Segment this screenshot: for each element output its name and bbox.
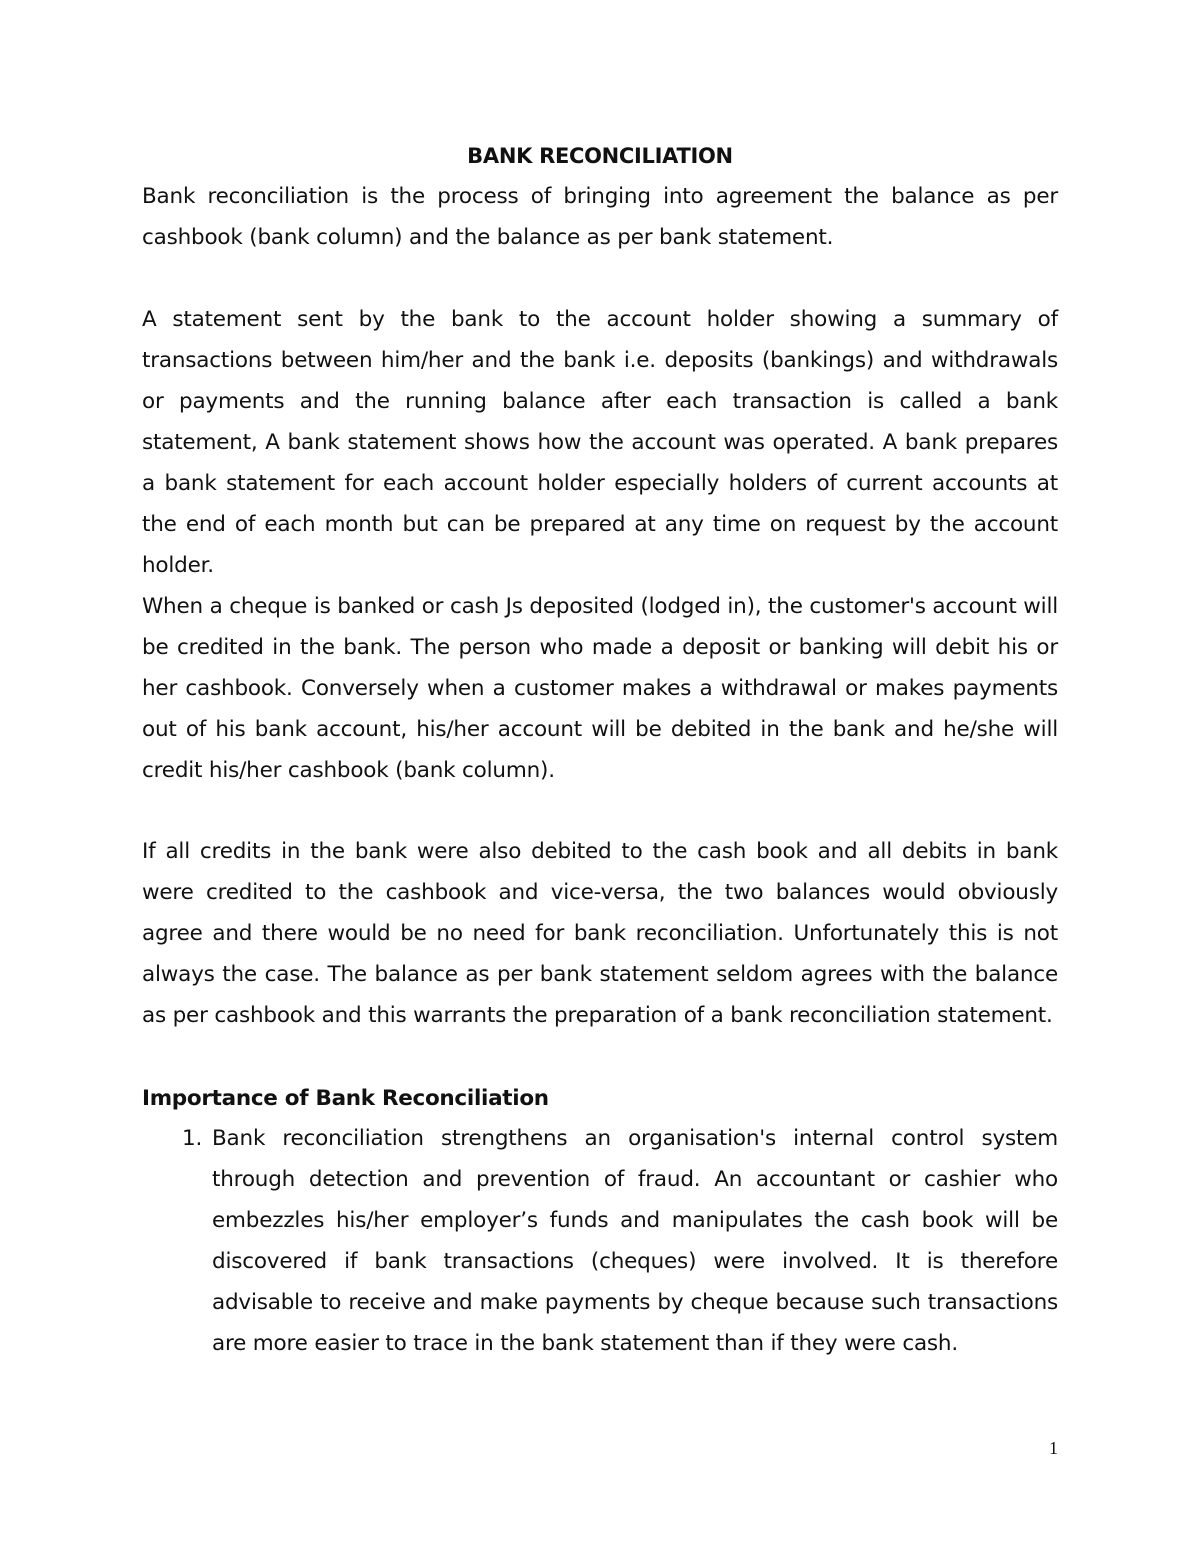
paragraph-bank-statement: A statement sent by the bank to the account holder showing a summary of transactions between him/her and the bank i.e. deposits (bankings) and withdrawals or payments and the running balance after each transaction is called a bank statement, A bank statement shows how the account was operated. A bank prepares a bank statement for each account holder especially holders of current accounts at the end of each month but can be prepared at any time on request by the account holder.: [142, 307, 1058, 578]
importance-list: [142, 1118, 1058, 1364]
document-title: BANK RECONCILIATION: [467, 144, 733, 168]
paragraph-cheque-banking: When a cheque is banked or cash Js deposited (lodged in), the customer's account will be credited in the bank. The person who made a deposit or banking will debit his or her cashbook. Conversely when a customer makes a withdrawal or makes payments out of his bank account, his/her account will be debited in the bank and he/she will credit his/her cashbook (bank column).: [142, 594, 1058, 783]
list-item: [142, 1118, 1058, 1364]
paragraph-balances: If all credits in the bank were also debited to the cash book and all debits in bank were credited to the cashbook and vice-versa, the two balances would obviously agree and there would be no need for bank reconciliation. Unfortunately this is not always the case. The balance as per bank statement seldom agrees with the balance as per cashbook and this warrants the preparation of a bank reconciliation statement.: [142, 839, 1058, 1028]
page-number: 1: [1049, 1438, 1058, 1458]
list-item-text: Bank reconciliation strengthens an organisation's internal control system through detection and prevention of fraud. An accountant or cashier who embezzles his/her employer’s funds and manipulates the cash book will be discovered if bank transactions (cheques) were involved. It is therefore advisable to receive and make payments by cheque because such transactions are more easier to trace in the bank statement than if they were cash.: [212, 1126, 1058, 1356]
list-item-number: 1.: [182, 1126, 203, 1151]
paragraph-definition: Bank reconciliation is the process of bringing into agreement the balance as per cashbook (bank column) and the balance as per bank statement.: [142, 184, 1058, 250]
section-heading: Importance of Bank Reconciliation: [142, 1086, 549, 1111]
